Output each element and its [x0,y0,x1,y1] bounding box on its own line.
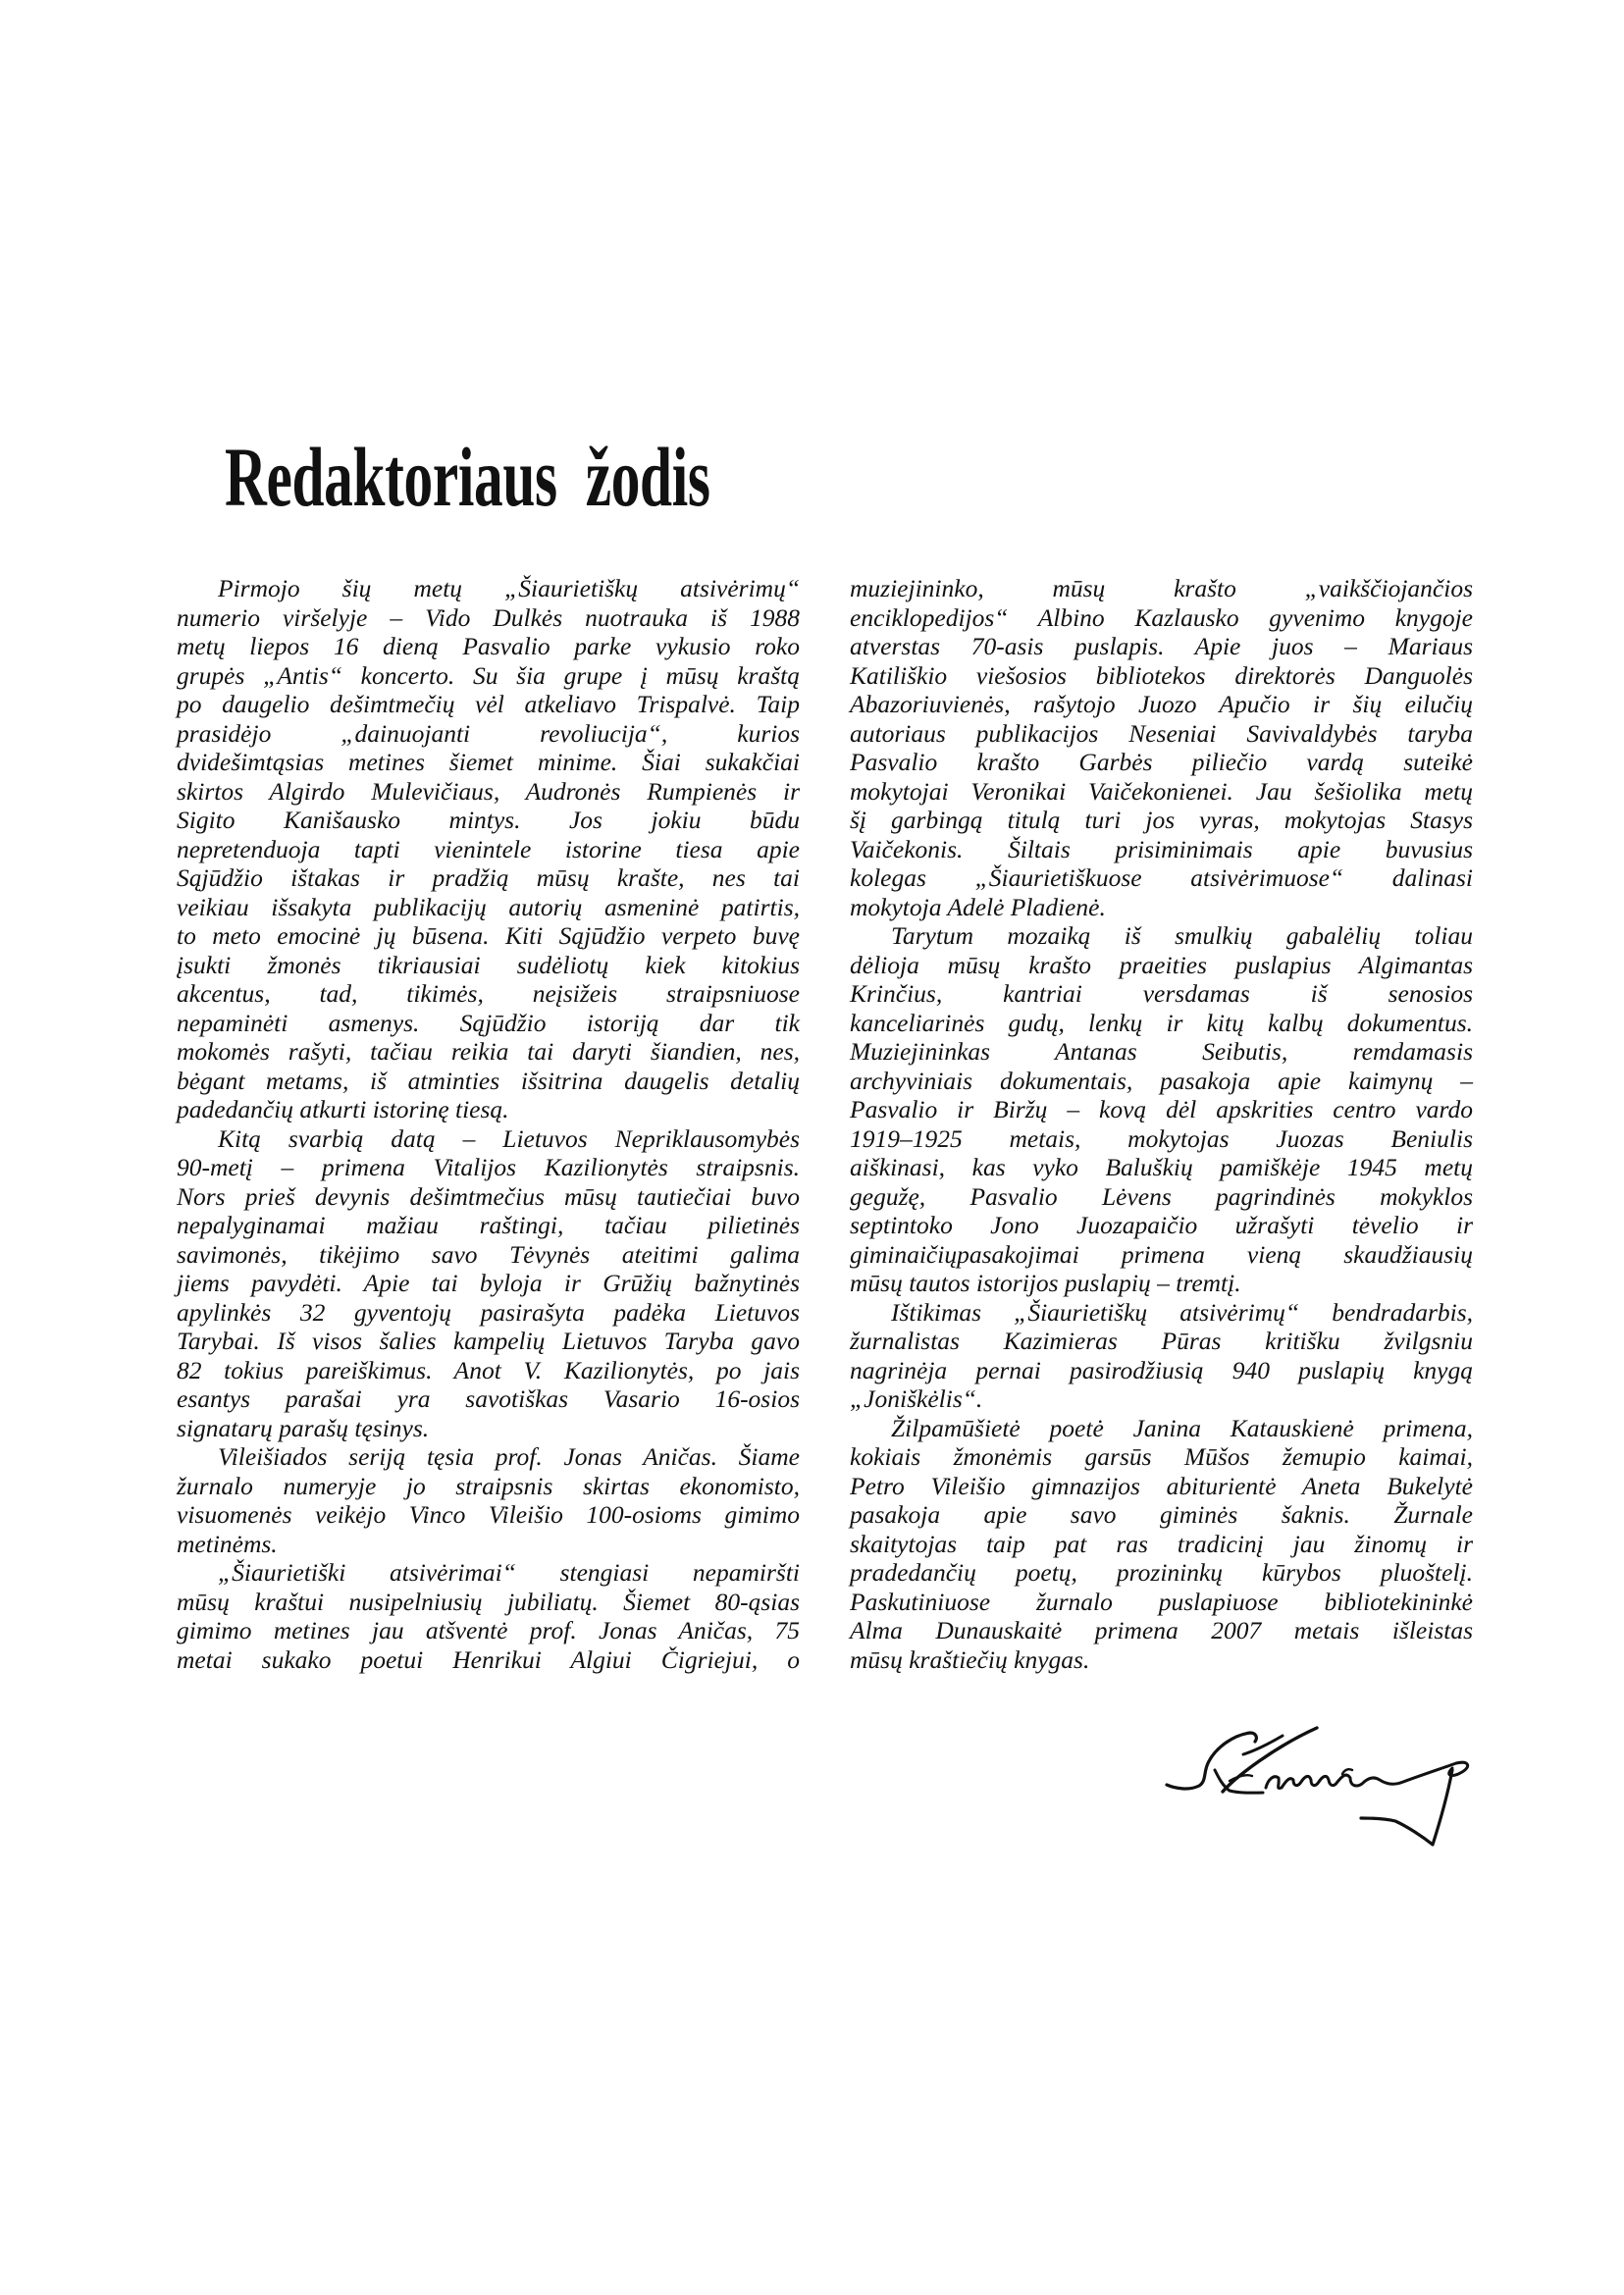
paragraph [177,1442,800,1558]
text-line: autoriaus publikacijos Neseniai Savivaldybės taryba [850,718,1473,748]
text-line: giminaičiųpasakojimai primena vieną skaudžiausių [850,1239,1473,1269]
text-line: Tarytum mozaiką iš smulkių gabalėlių toliau [891,921,1473,950]
text-line: savimonės, tikėjimo savo Tėvynės ateitimi galima [177,1239,800,1269]
text-line: 90-metį – primena Vitalijos Kazilionytės straipsnis. [177,1153,800,1181]
text-line: kolegas „Šiaurietiškuose atsivėrimuose“ dalinasi [850,863,1473,892]
signature-icon [1128,1707,1472,1884]
text-line: po daugelio dešimtmečių vėl atkeliavo Trispalvė. Taip [177,690,800,718]
text-line: metų liepos 16 dieną Pasvalio parke vykusio roko [177,632,800,660]
paragraph [177,574,800,1124]
text-line: nagrinėja pernai pasirodžiusią 940 puslapių knygą [850,1355,1473,1384]
text-line: žurnalistas Kazimieras Pūras kritišku žvilgsniu [850,1327,1473,1355]
text-line: Pasvalio ir Biržų – kovą dėl apskrities centro vardo [850,1095,1473,1123]
text-line: akcentus, tad, tikimės, neįsižeis straipsniuose [177,979,800,1008]
text-line: prasidėjo „dainuojanti revoliucija“, kurios [177,718,800,748]
text-line: veikiau išsakyta publikacijų autorių asmeninė patirtis, [177,892,800,921]
text-line: gegužę, Pasvalio Lėvens pagrindinės mokyklos [850,1181,1473,1211]
right-text-column [850,574,1473,1674]
text-line: mūsų kraštiečių knygas. [850,1644,1090,1674]
text-line: Pasvalio krašto Garbės piliečio vardą suteikė [850,748,1473,776]
text-line: jiems pavydėti. Apie tai byloja ir Grūžių bažnytinės [177,1269,800,1297]
text-line: Vileišiados seriją tęsia prof. Jonas Aničas. Šiame [218,1442,800,1471]
text-line: šį garbingą titulą turi jos vyras, mokytojas Stasys [850,806,1473,834]
text-line: metinėms. [177,1529,278,1558]
text-line: Sąjūdžio ištakas ir pradžią mūsų krašte, nes tai [177,863,800,892]
text-line: gimimo metines jau atšventė prof. Jonas Aničas, 75 [177,1616,800,1644]
text-line: nepalyginamai mažiau raštingi, tačiau pilietinės [177,1211,800,1239]
text-line: Petro Vileišio gimnazijos abiturientė Aneta Bukelytė [850,1471,1473,1500]
text-line: esantys parašai yra savotiškas Vasario 16-osios [177,1384,800,1413]
text-line: Abazoriuvienės, rašytojo Juozo Apučio ir šių eilučių [850,690,1473,718]
page-title: Redaktoriaus žodis [225,429,710,524]
text-line: mūsų tautos istorijos puslapių – tremtį. [850,1269,1241,1297]
text-line: archyviniais dokumentais, pasakoja apie kaimynų – [850,1066,1473,1095]
text-line: visuomenės veikėjo Vinco Vileišio 100-osioms gimimo [177,1500,800,1529]
text-line: Kitą svarbią datą – Lietuvos Nepriklausomybės [218,1123,800,1153]
text-line: Sigito Kanišausko mintys. Jos jokiu būdu [177,806,800,834]
paragraph [850,1414,1473,1675]
paragraph [177,1124,800,1443]
text-line: kokiais žmonėmis garsūs Mūšos žemupio kaimai, [850,1442,1473,1471]
text-line: atverstas 70-asis puslapis. Apie juos – Mariaus [850,632,1473,660]
text-line: mūsų kraštui nusipelniusių jubiliatų. Šiemet 80-ąsias [177,1587,800,1616]
text-line: „Joniškėlis“. [850,1384,983,1413]
text-line: mokytoja Adelė Pladienė. [850,892,1106,921]
text-line: Katiliškio viešosios bibliotekos direktorės Danguolės [850,660,1473,690]
paragraph [177,1558,800,1674]
text-line: skaitytojas taip pat ras tradicinį jau žinomų ir [850,1529,1473,1558]
text-line: 82 tokius pareiškimus. Anot V. Kazilionytės, po jais [177,1355,800,1384]
text-line: nepaminėti asmenys. Sąjūdžio istoriją dar tik [177,1008,800,1037]
text-line: signatarų parašų tęsinys. [177,1413,430,1442]
text-line: Paskutiniuose žurnalo puslapiuose bibliotekininkė [850,1587,1473,1616]
text-line: pradedančių poetų, prozininkų kūrybos pluoštelį. [850,1558,1473,1587]
text-line: skirtos Algirdo Mulevičiaus, Audronės Rumpienės ir [177,776,800,806]
text-line: pasakoja apie savo giminės šaknis. Žurnale [850,1500,1473,1529]
text-line: Vaičekonis. Šiltais prisiminimais apie buvusius [850,834,1473,863]
text-line: Nors prieš devynis dešimtmečius mūsų tautiečiai buvo [177,1181,800,1211]
text-line: kanceliarinės gudų, lenkų ir kitų kalbų dokumentus. [850,1008,1473,1037]
text-line: dėlioja mūsų krašto praeities puslapius Algimantas [850,950,1473,979]
text-line: mokomės rašyti, tačiau reikia tai daryti šiandien, nes, [177,1037,800,1066]
text-line: grupės „Antis“ koncerto. Su šia grupe į mūsų kraštą [177,660,800,690]
paragraph [850,921,1473,1298]
text-line: enciklopedijos“ Albino Kazlausko gyvenimo knygoje [850,602,1473,632]
text-line: Ištikimas „Šiaurietiškų atsivėrimų“ bendradarbis, [891,1297,1473,1327]
text-line: žurnalo numeryje jo straipsnis skirtas ekonomisto, [177,1471,800,1500]
text-line: dvidešimtąsias metines šiemet minime. Šiai sukakčiai [177,748,800,776]
text-line: numerio viršelyje – Vido Dulkės nuotrauka iš 1988 [177,602,800,632]
text-line: „Šiaurietiški atsivėrimai“ stengiasi nepamiršti [218,1558,800,1587]
text-line: padedančių atkurti istorinę tiesą. [177,1095,509,1123]
text-line: įsukti žmonės tikriausiai sudėliotų kiek kitokius [177,950,800,979]
text-line: Tarybai. Iš visos šalies kampelių Lietuvos Taryba gavo [177,1327,800,1355]
text-line: Krinčius, kantriai versdamas iš senosios [850,979,1473,1008]
text-line: bėgant metams, iš atminties išsitrina daugelis detalių [177,1066,800,1095]
text-line: nepretenduoja tapti vienintele istorine tiesa apie [177,834,800,863]
text-line: aiškinasi, kas vyko Baluškių pamiškėje 1945 metų [850,1153,1473,1181]
text-line: Pirmojo šių metų „Šiaurietiškų atsivėrimų“ [218,574,800,602]
text-line: septintoko Jono Juozapaičio užrašyti tėvelio ir [850,1211,1473,1239]
left-text-column [177,574,800,1674]
text-line: to meto emocinė jų būsena. Kiti Sąjūdžio verpeto buvę [177,921,800,950]
text-line: 1919–1925 metais, mokytojas Juozas Beniulis [850,1123,1473,1153]
paragraph [850,574,1473,921]
text-line: Muziejininkas Antanas Seibutis, remdamasis [850,1037,1473,1066]
text-line: muziejininko, mūsų krašto „vaikščiojančios [850,574,1473,602]
text-line: metai sukako poetui Henrikui Algiui Čigriejui, o [177,1644,800,1674]
text-line: Žilpamūšietė poetė Janina Katauskienė primena, [891,1413,1473,1442]
paragraph [850,1298,1473,1414]
text-line: apylinkės 32 gyventojų pasirašyta padėka Lietuvos [177,1297,800,1327]
text-line: mokytojai Veronikai Vaičekonienei. Jau šešiolika metų [850,776,1473,806]
text-line: Alma Dunauskaitė primena 2007 metais išleistas [850,1616,1473,1644]
